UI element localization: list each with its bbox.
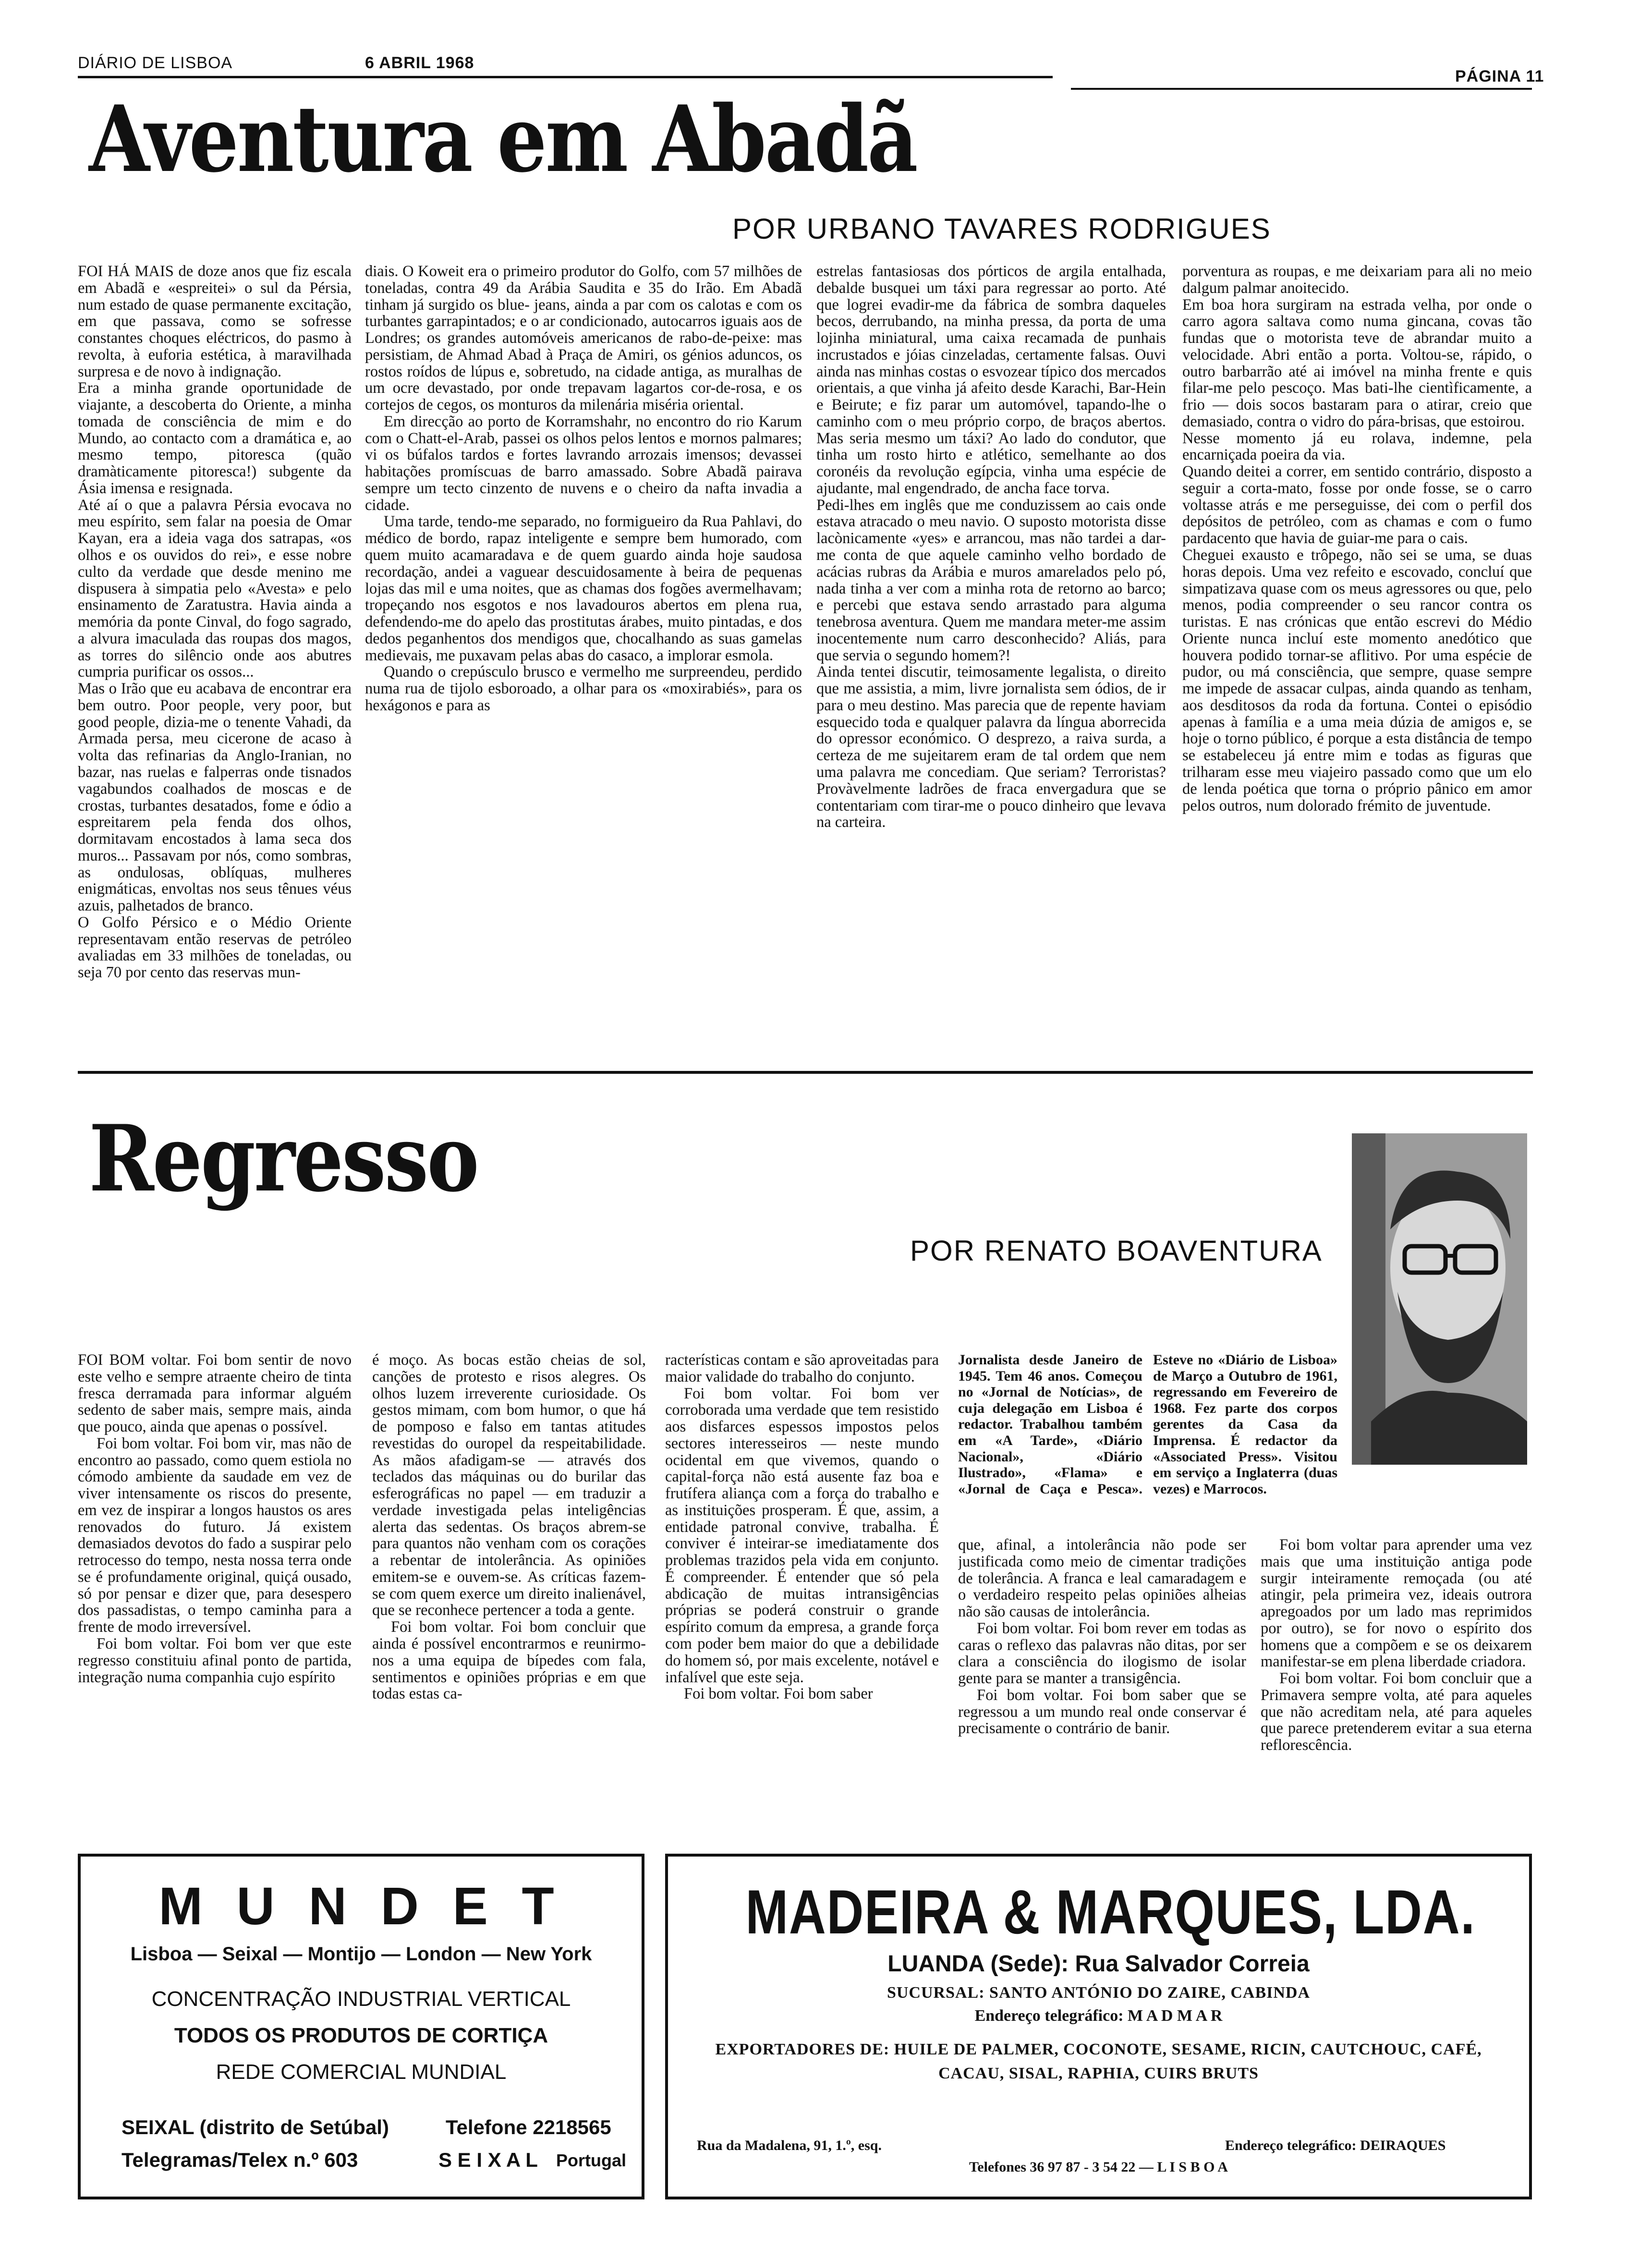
ad-madeira-exports-1: EXPORTADORES DE: HUILE DE PALMER, COCONOTE, SESAME, RICIN, CAUTCHOUC, CAFÉ, — [715, 2040, 1482, 2058]
ad-madeira-phones: Telefones 36 97 87 - 3 54 22 — L I S B O A — [969, 2159, 1228, 2175]
article2-col4-p3: Foi bom voltar. Foi bom saber que se regressou a um mundo real onde conservar é precisamente o contrário de banir. — [958, 1686, 1246, 1737]
article1-column-2 — [365, 263, 802, 1064]
ad-mundet-line1: CONCENTRAÇÃO INDUSTRIAL VERTICAL — [151, 1987, 571, 2011]
ad-madeira-lisbon-address: Rua da Madalena, 91, 1.º, esq. — [697, 2138, 882, 2153]
article1-col3-p1: estrelas fantasiosas dos pórticos de argila entalhada, debalde busquei um táxi para regressar ao porto. Até que logrei evadir-me da fábrica de sombra daqueles becos, derrubando, na minha pressa, da porta de uma lojinha miniatural, uma caixa recamada de punhais incrustados e jóias cinzeladas, certamente falsas. Ouvi ainda nas minhas costas o esvozear típico dos mercados orientais, a que vinha já afeito desde Karachi, Bar-Hein e Beirute; e fiz parar um automóvel, tapando-lhe o caminho com o meu próprio corpo, de braços abertos. Mas seria mesmo um táxi? Ao lado do condutor, que tinha um rosto hirto e atlético, semelhante ao dos coronéis da revolução egípcia, vinha uma espécie de ajudante, mal engendrado, de ancha face torva. — [816, 263, 1166, 497]
article2-col4-p1: que, afinal, a intolerância não pode ser justificada como meio de cimentar tradições de tolerância. A franca e leal camaradagem e o verdadeiro respeito pelas opiniões alheias não são causas de intolerância. — [958, 1537, 1246, 1621]
article2-title: Regresso — [89, 1105, 478, 1212]
ad-mundet-line2: TODOS OS PRODUTOS DE CORTIÇA — [174, 2024, 548, 2047]
article1-col4-p5: Cheguei exausto e trôpego, não sei se uma, se duas horas depois. Uma vez refeito e escovado, concluí que simpatizava quase com os meus agressores ou que, pelo menos, podia compreender o seu rancor contra os turistas. E nas crónicas que então escrevi do Médio Oriente nunca incluí este momento anedótico que houvera podido tornar-se aflitivo. Por uma espécie de pudor, ou má consciência, que sempre, quase sempre me impede de assacar culpas, ainda quando as tenham, aos desditosos da roda da fortuna. Contei o episódio apenas à família e a uma meia dúzia de amigos e, se hoje o torno público, é porque a esta distância de tempo se estabeleceu já entre mim e todas as figuras que trilharam esse meu viajeiro passado como que um elo de lenda poética que torna o próprio pânico em amor pelos outros, num dolorado frémito de juventude. — [1182, 547, 1532, 814]
article2-column-4 — [958, 1537, 1246, 1837]
ad-madeira-name: MADEIRA & MARQUES, LDA. — [745, 1877, 1476, 1947]
article1-col4-p1: porventura as roupas, e me deixariam para ali no meio dalgum palmar anoitecido. — [1182, 263, 1532, 297]
article1-column-1 — [78, 263, 352, 1064]
author-portrait-drawing — [1352, 1133, 1527, 1508]
article2-column-2 — [372, 1352, 646, 1837]
article2-byline: POR RENATO BOAVENTURA — [910, 1235, 1323, 1267]
ad-mundet-name: M U N D E T — [158, 1877, 564, 1936]
article1-column-4 — [1182, 263, 1532, 1064]
article1-col1-p1: FOI HÁ MAIS de doze anos que fiz escala em Abadã e «espreitei» o sul da Pérsia, num estado de quase permanente excitação, em que passava, como se sofresse constantes choques eléctricos, do pasmo à revolta, à euforia estética, à maravilhada surpresa e de novo à indignação. — [78, 263, 352, 380]
ad-mundet-line3: REDE COMERCIAL MUNDIAL — [216, 2060, 507, 2084]
article1-byline: POR URBANO TAVARES RODRIGUES — [732, 213, 1271, 245]
ad-mundet-addr-left-1: SEIXAL (distrito de Setúbal) — [121, 2116, 389, 2138]
article2-col3-p1: racterísticas contam e são aproveitadas para maior validade do trabalho do conjunto. — [665, 1352, 939, 1385]
masthead-rule — [78, 76, 1053, 78]
article2-col2-p2: Foi bom voltar. Foi bom concluir que ainda é possível encontrarmos e reunirmo-nos a uma equipa de bípedes com fala, sentimentos e opiniões próprias e em que todas estas ca- — [372, 1618, 646, 1703]
article1-col3-p3: Ainda tentei discutir, teimosamente legalista, o direito que me assistia, a mim, livre jornalista sem ódios, de ir para o meu destino. Mas parecia que de repente haviam esquecido toda e qualquer palavra da língua aborrecida do opressor económico. O desprezo, a raiva surda, a certeza de me sujeitarem eram de tal ordem que nem uma palavra me concediam. Que seriam? Terroristas? Provàvelmente ladrões de fraca envergadura que se contentariam com tirar-me o pouco dinheiro que levava na carteira. — [816, 663, 1166, 831]
article2-column-5 — [1261, 1537, 1532, 1837]
article2-col4-p2: Foi bom voltar. Foi bom rever em todas as caras o reflexo das palavras não ditas, por ser clara a consciência do ilogismo de isolar gente para se manter a transigência. — [958, 1619, 1246, 1688]
ad-madeira-branch: SUCURSAL: SANTO ANTÓNIO DO ZAIRE, CABINDA — [887, 1984, 1311, 2002]
article1-col4-p4: Quando deitei a correr, em sentido contrário, disposto a seguir a corta-mato, fosse por onde fosse, se o carro voltasse atrás e me perseguisse, dei com o perfil dos depósitos de petróleo, com as chamas e com o fumo pardacento que havia de guiar-me para o cais. — [1182, 463, 1532, 547]
masthead-page: PÁGINA 11 — [1455, 67, 1544, 85]
article2-col1-p2: Foi bom voltar. Foi bom vir, mas não de encontro ao passado, como quem estiola no cómodo ambiente da saudade em vez de viver intensamente os riscos do presente, em vez de inspirar a longos haustos os ares renovados do futuro. Já existem demasiados devotos do fado a suspirar pelo retrocesso do tempo, nesta nossa terra onde se é profundamente original, quiçá ousado, só por pensar e dizer que, para desespero dos passadistas, o tempo caminha para a frente de modo irreversível. — [78, 1434, 352, 1636]
ad-mundet — [78, 1854, 644, 2199]
article2-col3-p2: Foi bom voltar. Foi bom ver corroborada uma verdade que tem resistido aos disfarces espessos impostos pelos sectores interesseiros — neste mundo ocidental em que vivemos, quando o capital-força não está ausente faz boa e frutífera aliança com a força do trabalho e as instituições prosperam. É que, assim, a entidade patronal convive, trabalha. É conviver é inteirar-se imediatamente dos problemas trazidos pela vida em conjunto. É compreender. É entender que só pela abdicação de muitas intransigências próprias se poderá construir o grande espírito comum da empresa, a grande força com poder bem maior do que a debilidade do homem só, por mais excelente, notável e infalível que este seja. — [665, 1385, 939, 1686]
author-bio — [958, 1352, 1337, 1525]
ad-madeira-hq: LUANDA (Sede): Rua Salvador Correia — [887, 1951, 1310, 1977]
article1-col4-p2: Em boa hora surgiram na estrada velha, por onde o carro agora saltava como numa gincana, covas tão fundas que o motorista teve de abrandar muito a velocidade. Abri então a porta. Voltou-se, rápido, o outro barbarrão até ai imóvel na minha frente e quis filar-me pelo pescoço. Mas bati-lhe cientìficamente, a frio — dois socos bastaram para o atirar, creio que demasiado, contra o vidro do pára-brisas, que estoirou. — [1182, 296, 1532, 430]
article1-col4-p3: Nesse momento já eu rolava, indemne, pela encarniçada poeira da via. — [1182, 429, 1532, 464]
ad-madeira-exports-2: CACAU, SISAL, RAPHIA, CUIRS BRUTS — [938, 2065, 1259, 2082]
article1-col1-p2: Era a minha grande oportunidade de viajante, a descoberta do Oriente, a minha tomada de consciência de mim e do Mundo, ao contacto com a dramática e, ao mesmo tempo, pitoresca (quão dramàticamente pitoresca!) subgente da Ásia imensa e resignada. — [78, 379, 352, 497]
article1-title: Aventura em Abadã — [89, 85, 917, 193]
section-divider — [78, 1071, 1533, 1074]
article2-col1-p1: FOI BOM voltar. Foi bom sentir de novo este velho e sempre atraente cheiro de tinta fresca derramada para informar alguém sedento de saber mais, sempre mais, ainda que pouco, ainda que apenas o possível. — [78, 1352, 352, 1436]
article2-col2-p1: é moço. As bocas estão cheias de sol, canções de protesto e risos alegres. Os olhos luzem irreverente curiosidade. Os gestos mimam, com bom humor, o que há de pomposo e falso em tantas atitudes revestidas do ouropel da respeitabilidade. As mãos afadigam-se — através dos teclados das máquinas ou do burilar das esferográficas no papel — em traduzir a verdade investigada pelas inteligências alerta das sedentas. Os braços abrem-se para quantos não venham com os corações a rebentar de intolerância. As opiniões emitem-se e ouvem-se. As críticas fazem-se com quem exerce um direito inalienável, que se reconhece pertencer a toda a gente. — [372, 1352, 646, 1619]
ad-mundet-addr-right-1: Telefone 2218565 — [446, 2116, 611, 2138]
author-photo — [1352, 1133, 1527, 1508]
article2-col5-p1: Foi bom voltar para aprender uma vez mais que uma instituição antiga pode surgir inteiramente remoçada (ou até atingir, pela primeira vez, ideais outrora apregoados por um lado mas reprimidos por outro), se for novo o espírito dos homens que a compõem e se os deixarem manifestar-se em plena liberdade criadora. — [1261, 1537, 1532, 1671]
article2-col5-p2: Foi bom voltar. Foi bom concluir que a Primavera sempre volta, até para aqueles que não acreditam nela, até para aqueles que parece pretenderem evitar a sua eterna reflorescência. — [1261, 1670, 1532, 1754]
article1-col2-p4: Quando o crepúsculo brusco e vermelho me surpreendeu, perdido numa rua de tijolo esboroado, a olhar para os «moxirabiés», para os hexágonos e para as — [365, 663, 802, 714]
masthead-date: 6 ABRIL 1968 — [365, 54, 474, 72]
ad-madeira-telegraph: Endereço telegráfico: M A D M A R — [974, 2007, 1223, 2025]
article2-col1-p3: Foi bom voltar. Foi bom ver que este regresso constituiu afinal ponto de partida, integração numa companhia cujo espírito — [78, 1635, 352, 1686]
article1-col1-p5: O Golfo Pérsico e o Médio Oriente representavam então reservas de petróleo avaliadas em 33 milhões de toneladas, ou seja 70 por cento das reservas mun- — [78, 913, 352, 982]
article1-col2-p2: Em direcção ao porto de Korramshahr, no encontro do rio Karum com o Chatt-el-Arab, passei os olhos pelos lentos e mornos palmares; vi os búfalos tardos e fortes lavrando arrozais imensos; devassei habitações promíscuas de barro amassado. Sobre Abadã pairava sempre um tecto cinzento de nuvens e o cheiro da nafta invadia a cidade. — [365, 413, 802, 514]
ad-mundet-addr-left-2: Telegramas/Telex n.º 603 — [121, 2149, 358, 2171]
ad-mundet-cities: Lisboa — Seixal — Montijo — London — New York — [130, 1943, 592, 1965]
article1-col1-p3: Até aí o que a palavra Pérsia evocava no meu espírito, sem falar na poesia de Omar Kayan, era a ideia vaga dos satrapas, «os olhos e os ouvidos do rei», e esse nobre culto da verdade que desde menino me dispusera à simpatia pelo «Avesta» e pelo ensinamento de Zaratustra. Havia ainda a memória da ponte Cinval, do fogo sagrado, a alvura imaculada das roupas dos magos, as torres do silêncio onde aos abutres cumpria purificar os ossos... — [78, 496, 352, 681]
masthead-paper: DIÁRIO DE LISBOA — [78, 54, 233, 72]
article1-col2-p3: Uma tarde, tendo-me separado, no formigueiro da Rua Pahlavi, do médico de bordo, rapaz inteligente e sempre bem humorado, com quem muito acamaradava e de quem guardo ainda hoje saudosa recordação, andei a vaguear descuidosamente à beira de pequenas lojas das mil e uma noites, que as chamas dos fogões avermelhavam; tropeçando nos esgotos e nos lavadouros abertos em plena rua, defendendo-me do apelo das prostitutas árabes, muito pintadas, e dos dedos peganhentos dos mendigos que, chocalhando as suas gamelas medievais, me puxavam pelas abas do casaco, a implorar esmola. — [365, 513, 802, 664]
article2-column-1 — [78, 1352, 352, 1837]
article2-col3-p3: Foi bom voltar. Foi bom saber — [684, 1685, 873, 1703]
masthead-rule-right — [1071, 88, 1532, 90]
ad-mundet-addr-right-2a: S E I X A L — [438, 2149, 538, 2171]
ad-madeira-lisbon-telegraph: Endereço telegráfico: DEIRAQUES — [1225, 2138, 1446, 2153]
author-bio-text: Jornalista desde Janeiro de 1945. Tem 46 anos. Começou no «Jornal de Notícias», de cuja delegação em Lisboa é redactor. Trabalhou também em «A Tarde», «Diário Nacional», «Diário Ilustrado», «Flama» e «Jornal de Caça e Pesca». Esteve no «Diário de Lisboa» de Março a Outubro de 1961, regressando em Fevereiro de 1968. Fez parte dos corpos gerentes da Casa da Imprensa. É redactor da «Associated Press». Visitou em serviço a Inglaterra (duas vezes) e Marrocos. — [958, 1352, 1337, 1497]
article2-column-3 — [665, 1352, 939, 1837]
ad-madeira-marques — [665, 1854, 1532, 2199]
article1-col1-p4: Mas o Irão que eu acabava de encontrar era bem outro. Poor people, very poor, but good people, dizia-me o tenente Vahadi, da Armada persa, meu cicerone de acaso à volta das refinarias da Anglo-Iranian, no bazar, nas ruelas e falperras onde tisnados vagabundos coalhados de moscas e de crostas, turbantes desatados, fome e ódio a espreitarem pela fenda dos olhos, dormitavam encostados à lama seca dos muros... Passavam por nós, como sombras, as ondulosas, oblíquas, mulheres enigmáticas, envoltas nos seus tênues véus azuis, palhetados de branco. — [78, 680, 352, 915]
article1-col3-p2: Pedi-lhes em inglês que me conduzissem ao cais onde estava atracado o meu navio. O suposto motorista disse lacònicamente «yes» e arrancou, mas não tardei a dar-me conta de que aquele caminho velho bordado de acácias rubras da Arábia e muros amarelados pelo pó, nada tinha a ver com a minha rota de retorno ao barco; e percebi que estava sendo arrastado para alguma tenebrosa aventura. Quem me mandara meter-me assim inocentemente num carro desconhecido? Aliás, para que servia o segundo homem?! — [816, 496, 1166, 664]
article1-column-3 — [816, 263, 1166, 1064]
article1-col2-p1: diais. O Koweit era o primeiro produtor do Golfo, com 57 milhões de toneladas, contra 49 da Arábia Saudita e 35 do Irão. Em Abadã tinham já surgido os blue- jeans, ainda a par com os calotas e com os turbantes garrapintados; e o ar condicionado, autocarros iguais aos de Londres; os grandes automóveis americanos de rabo-de-peixe: mas persistiam, de Ahmad Abad à Praça de Amiri, os génios aduncos, os rostos roídos de lúpus e, sobretudo, na cidade antiga, as muralhas de um ocre devastado, por onde trepavam lagartos cor-de-rosa, e os cortejos de cegos, os monturos da milenária miséria oriental. — [365, 263, 802, 414]
ad-mundet-addr-right-2b: Portugal — [556, 2150, 627, 2170]
